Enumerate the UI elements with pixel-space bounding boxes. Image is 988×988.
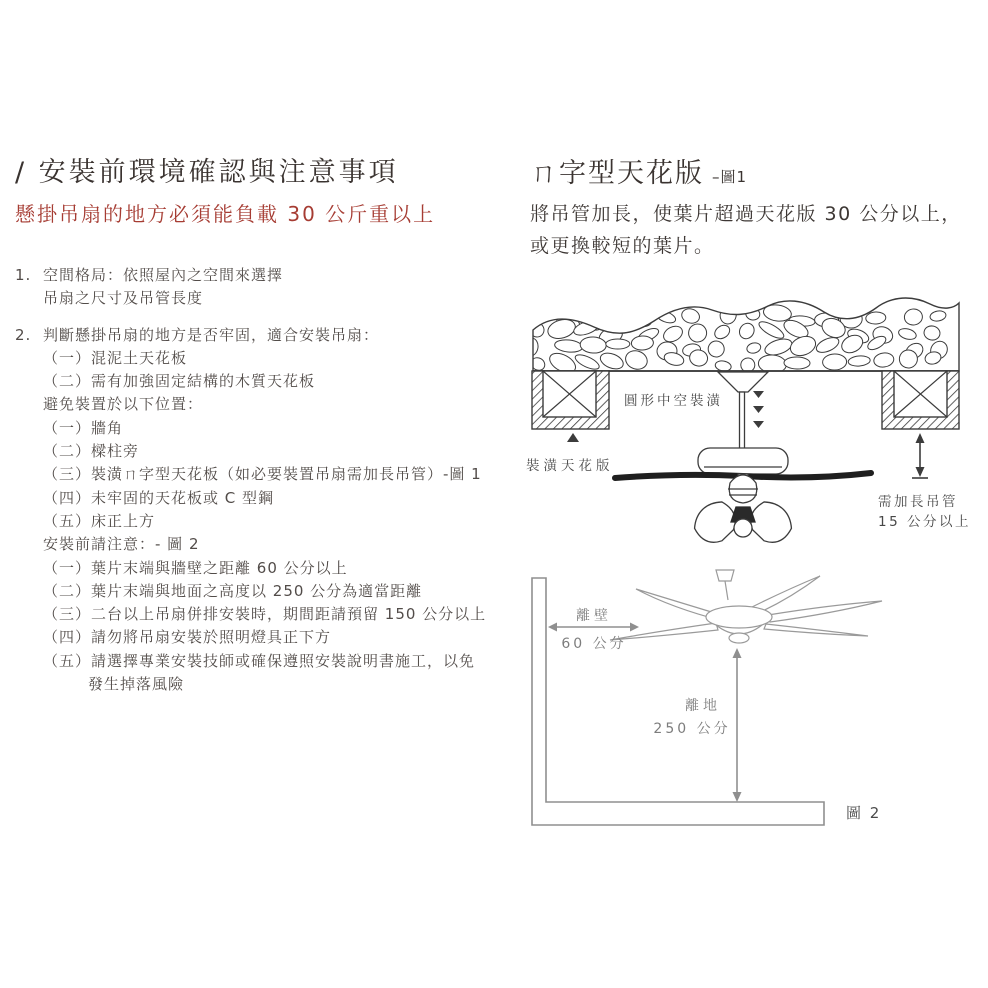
item-text: 空間格局：依照屋內之空間來選擇 — [43, 266, 284, 284]
concrete-slab — [521, 298, 959, 377]
label-floor-distance: 離地 — [685, 698, 721, 714]
sub-item: （四）未牢固的天花板或 C 型鋼 — [43, 488, 275, 507]
sub-item: （五）請選擇專業安裝技師或確保遵照安裝說明書施工，以免 — [43, 651, 476, 670]
canopy — [718, 372, 768, 392]
extension-pipe-dimension — [912, 433, 928, 478]
sub-item: 安裝前請注意：- 圖 2 — [43, 535, 200, 554]
sub-item: （二）樑柱旁 — [43, 442, 140, 461]
sub-item: （三）裝潢ㄇ字型天花板（如必要裝置吊扇需加長吊管）-圖 1 — [43, 465, 482, 484]
figure1-diagram — [520, 275, 988, 560]
up-arrow-icon — [567, 433, 579, 442]
list-item — [15, 264, 515, 311]
label-circular-hollow: 圓形中空裝潢 — [624, 393, 723, 409]
arrow-down-icon — [733, 792, 742, 802]
list-item — [15, 324, 515, 697]
joist-box-left — [532, 371, 609, 429]
section-title-text: ㄇ字型天花版 — [530, 158, 704, 189]
light-kit — [688, 474, 798, 550]
sub-item: （三）二台以上吊扇併排安裝時，期間距請預留 150 公分以上 — [43, 605, 487, 624]
item-text: 判斷懸掛吊扇的地方是否牢固，適合安裝吊扇： — [43, 325, 380, 344]
label-decorated-ceiling: 裝潢天花版 — [526, 458, 614, 474]
item-text: 吊扇之尺寸及吊管長度 — [43, 289, 204, 308]
item-number: 2. — [15, 325, 32, 344]
arrow-left-icon — [548, 623, 557, 632]
motor-housing — [698, 448, 788, 474]
joist-box-right — [882, 371, 959, 429]
label-wall-distance: 離壁 — [576, 608, 612, 624]
downrod — [740, 392, 745, 449]
precaution-list — [15, 264, 515, 696]
figure2-diagram — [520, 560, 988, 845]
extension-down-arrows-icon — [753, 391, 764, 428]
arrow-up-icon — [733, 648, 742, 658]
label-extension-pipe: 需加長吊管 — [878, 494, 958, 510]
sub-item: （二）需有加強固定結構的木質天花板 — [43, 372, 316, 391]
arrow-up-icon — [916, 433, 925, 443]
sub-item: （一）牆角 — [43, 418, 124, 437]
arrow-down-icon — [916, 467, 925, 477]
sub-item: （四）請勿將吊扇安裝於照明燈具正下方 — [43, 628, 332, 647]
page-title: / 安裝前環境確認與注意事項 — [15, 157, 399, 188]
weight-warning-text: 懸掛吊扇的地方必須能負載 30 公斤重以上 — [15, 202, 436, 226]
section-title — [530, 151, 747, 190]
description-line: 或更換較短的葉片。 — [530, 235, 715, 257]
item-number: 1. — [15, 266, 32, 284]
figure1-reference: –圖1 — [712, 168, 748, 186]
value-wall-distance: 60 公分 — [561, 636, 627, 652]
sub-item: （一）混泥土天花板 — [43, 348, 188, 367]
sub-item: 避免裝置於以下位置： — [43, 395, 204, 414]
arrow-right-icon — [630, 623, 639, 632]
decorated-ceiling-callout — [526, 433, 614, 474]
sub-item: （二）葉片末端與地面之高度以 250 公分為適當距離 — [43, 581, 423, 600]
sub-item: （一）葉片末端與牆壁之距離 60 公分以上 — [43, 558, 348, 577]
description-line: 將吊管加長，使葉片超過天花版 30 公分以上， — [530, 203, 962, 225]
sub-item: （五）床正上方 — [43, 511, 156, 530]
floor-distance-arrow — [733, 648, 742, 802]
figure2-caption: 圖 2 — [846, 804, 882, 822]
label-extension-pipe-value: 15 公分以上 — [878, 514, 971, 530]
value-floor-distance: 250 公分 — [653, 721, 731, 737]
section-description — [530, 198, 988, 262]
sub-item: 發生掉落風險 — [88, 675, 185, 694]
fan-sketch — [610, 570, 882, 643]
